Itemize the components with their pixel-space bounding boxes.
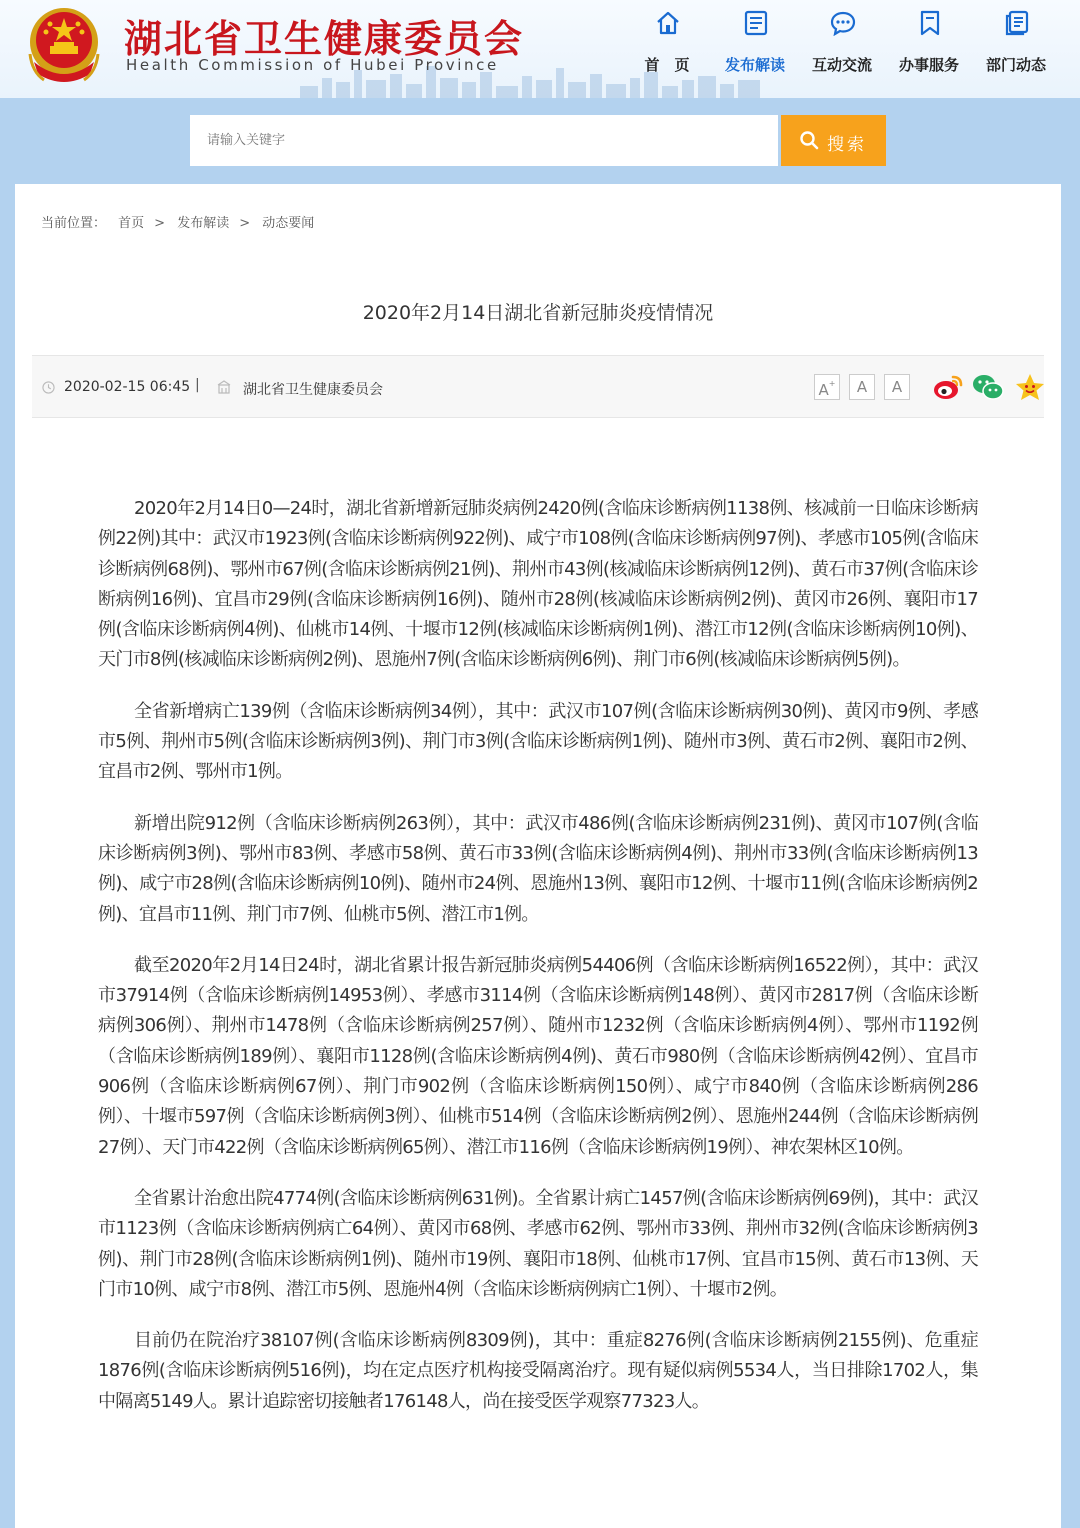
bookmark-icon [917, 10, 943, 36]
breadcrumb-prefix: 当前位置： [41, 216, 107, 231]
nav-home[interactable] [622, 0, 712, 98]
article-paragraph: 截至2020年2月14日24时，湖北省累计报告新冠肺炎病例54406例（含临床诊断病例16522例），其中：武汉市37914例（含临床诊断病例14953例）、孝感市3114例（含临床诊断病例148例）、黄冈市2817例（含临床诊断病例306例）、荆州市1478例（含临床诊断病例257例）、随州市1232例（含临床诊断病例4例）、鄂州市1192例（含临床诊断病例189例）、襄阳市1128例(含临床诊断病例4例)、黄石市980例（含临床诊断病例42例）、宜昌市906例（含临床诊断病例67例）、荆门市902例（含临床诊断病例150例）、咸宁市840例（含临床诊断病例286例）、十堰市597例（含临床诊断病例3例）、仙桃市514例（含临床诊断病例2例）、恩施州244例（含临床诊断病例27例）、天门市422例（含临床诊断病例65例）、潜江市116例（含临床诊断病例19例）、神农架林区10例。 [98, 954, 978, 1158]
site-subtitle: Health Commission of Hubei Province [126, 56, 499, 74]
breadcrumb-item-news[interactable]: 动态要闻 [262, 216, 315, 231]
wechat-icon[interactable] [972, 372, 1004, 402]
national-emblem-icon [20, 2, 108, 90]
breadcrumb-separator: > [154, 216, 166, 231]
nav-services[interactable] [884, 0, 974, 98]
article-paragraph: 新增出院912例（含临床诊断病例263例），其中：武汉市486例(含临床诊断病例231例)、黄冈市107例(含临床诊断病例3例)、鄂州市83例、孝感市58例、黄石市33例(含临床诊断病例4例)、荆州市33例(含临床诊断病例13例)、咸宁市28例(含临床诊断病例10例)、随州市24例、恩施州13例、襄阳市12例、十堰市11例(含临床诊断病例2例)、宜昌市11例、荆门市7例、仙桃市5例、潜江市1例。 [98, 812, 978, 925]
breadcrumb [41, 212, 322, 231]
search-input[interactable] [190, 115, 778, 166]
font-size-decrease-button[interactable]: A [884, 374, 910, 400]
breadcrumb-separator: > [239, 216, 251, 231]
clock-icon [42, 381, 55, 394]
nav-label: 部门动态 [985, 56, 1046, 74]
article-meta-bar [32, 355, 1044, 418]
article-title: 2020年2月14日湖北省新冠肺炎疫情情况 [362, 302, 714, 324]
chat-icon [830, 10, 856, 36]
meta-divider: | [195, 377, 200, 393]
article-paragraph: 全省累计治愈出院4774例(含临床诊断病例631例)。全省累计病亡1457例(含临床诊断病例69例)，其中：武汉市1123例（含临床诊断病例病亡64例）、黄冈市68例、孝感市62例、鄂州市33例、荆州市32例(含临床诊断病例3例)、荆门市28例(含临床诊断病例1例)、随州市19例、襄阳市18例、仙桃市17例、宜昌市15例、黄石市13例、天门市10例、咸宁市8例、潜江市5例、恩施州4例（含临床诊断病例病亡1例）、十堰市2例。 [98, 1187, 978, 1300]
article-paragraph: 全省新增病亡139例（含临床诊断病例34例），其中：武汉市107例(含临床诊断病例30例)、黄冈市9例、孝感市5例、荆州市5例(含临床诊断病例3例)、荆门市3例(含临床诊断病例1例)、随州市3例、黄石市2例、襄阳市2例、宜昌市2例、鄂州市1例。 [98, 700, 978, 783]
article-paragraph: 2020年2月14日0—24时，湖北省新增新冠肺炎病例2420例(含临床诊断病例1138例、核减前一日临床诊断病例22例)其中：武汉市1923例(含临床诊断病例922例)、咸宁市108例(含临床诊断病例97例)、孝感市105例(含临床诊断病例68例)、鄂州市67例(含临床诊断病例21例)、荆州市43例(核减临床诊断病例12例)、黄石市37例(含临床诊断病例16例)、宜昌市29例(含临床诊断病例16例)、随州市28例(核减临床诊断病例2例)、黄冈市26例、襄阳市17例(含临床诊断病例4例)、仙桃市14例、十堰市12例(核减临床诊断病例1例)、潜江市12例(含临床诊断病例10例)、天门市8例(核减临床诊断病例2例)、恩施州7例(含临床诊断病例6例)、荆门市6例(核减临床诊断病例5例)。 [98, 498, 978, 671]
document-icon [743, 10, 769, 36]
weibo-icon[interactable] [932, 372, 964, 402]
breadcrumb-item-home[interactable]: 首页 [118, 216, 145, 231]
nav-publish-interpretation[interactable] [710, 0, 800, 98]
content-card [15, 184, 1061, 1528]
breadcrumb-item-publish[interactable]: 发布解读 [177, 216, 230, 231]
article-body [98, 494, 978, 1438]
font-size-default-button[interactable]: A [849, 374, 875, 400]
nav-department-news[interactable] [971, 0, 1061, 98]
nav-label: 互动交流 [811, 56, 872, 74]
search-icon [799, 130, 819, 150]
nav-label: 首 页 [644, 56, 690, 74]
news-icon [1004, 10, 1030, 36]
nav-label: 办事服务 [898, 56, 959, 74]
nav-label: 发布解读 [724, 56, 785, 74]
site-title: 湖北省卫生健康委员会 [124, 16, 525, 61]
favorite-star-icon[interactable] [1014, 372, 1046, 402]
article-source: 湖北省卫生健康委员会 [243, 382, 383, 398]
font-size-increase-button[interactable]: A+ [814, 374, 840, 400]
search-button-label: 搜索 [827, 135, 867, 155]
article-paragraph: 目前仍在院治疗38107例(含临床诊断病例8309例)，其中：重症8276例(含临床诊断病例2155例)、危重症1876例(含临床诊断病例516例)，均在定点医疗机构接受隔离治疗。现有疑似病例5534人，当日排除1702人，集中隔离5149人。累计追踪密切接触者176148人，尚在接受医学观察77323人。 [98, 1330, 978, 1412]
home-icon [655, 10, 681, 36]
site-header [0, 0, 1080, 98]
organization-icon [217, 380, 231, 394]
nav-interaction[interactable] [797, 0, 887, 98]
search-button[interactable] [781, 115, 886, 166]
publish-date: 2020-02-15 06:45 [64, 379, 191, 395]
